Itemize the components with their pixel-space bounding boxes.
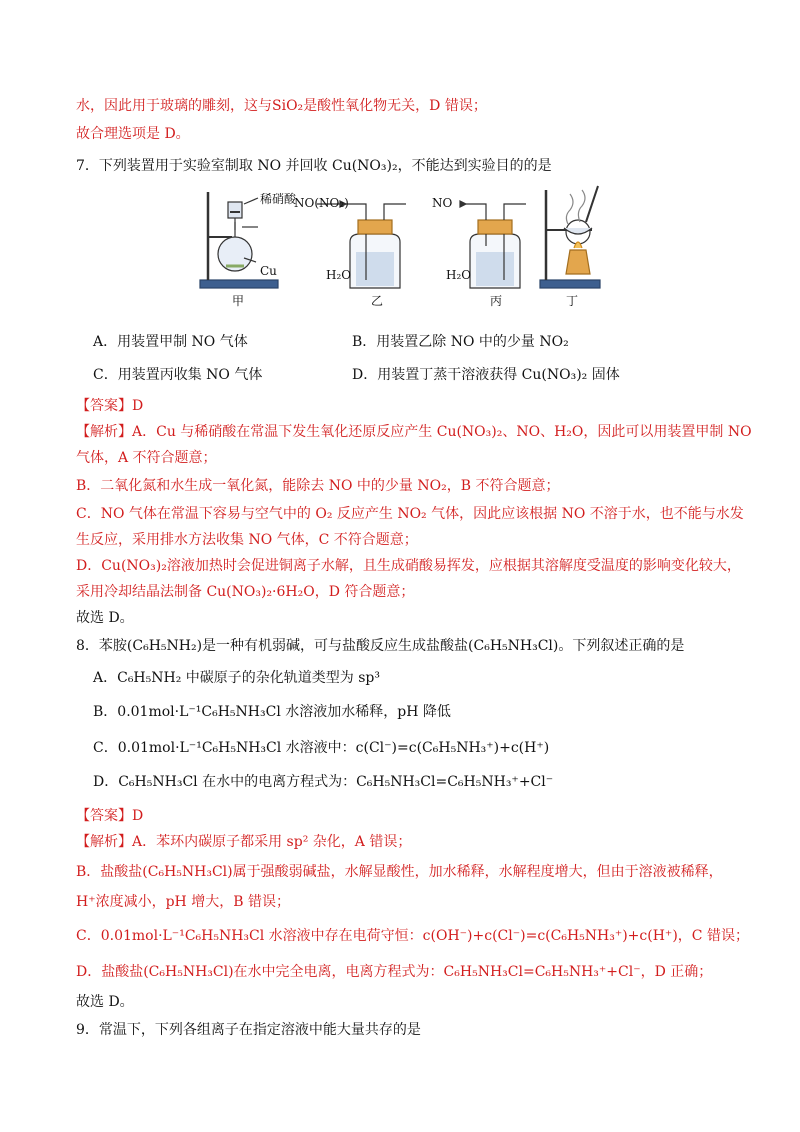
question-7-stem: 7．下列装置用于实验室制取 NO 并回收 Cu(NO₃)₂，不能达到实验目的的是	[76, 158, 552, 174]
label-ding: 丁	[566, 294, 579, 308]
q7-explanation-5: 生反应，采用排水方法收集 NO 气体，C 不符合题意；	[76, 532, 418, 548]
q7-option-c: C．用装置丙收集 NO 气体	[93, 367, 263, 383]
prev-conclusion-line: 故合理选项是 D。	[76, 126, 190, 142]
label-water-bing: H₂O	[446, 268, 472, 282]
q8-explanation-2: B．盐酸盐(C₆H₅NH₃Cl)属于强酸弱碱盐，水解显酸性，加水稀释，水解程度增大，但由于溶液被稀释，	[76, 864, 723, 880]
label-jia: 甲	[232, 294, 245, 308]
q7-explanation-6: D．Cu(NO₃)₂溶液加热时会促进铜离子水解，且生成硝酸易挥发，应根据其溶解度受温度的影响变化较大，	[76, 558, 741, 574]
q7-explanation-1: 【解析】A．Cu 与稀硝酸在常温下发生氧化还原反应产生 Cu(NO₃)₂、NO、H₂O，因此可以用装置甲制 NO	[76, 424, 752, 440]
q7-conclusion: 故选 D。	[76, 610, 134, 626]
q8-explanation-1: 【解析】A．苯环内碳原子都采用 sp² 杂化，A 错误；	[76, 834, 412, 850]
label-dilute-nitric-acid: 稀硝酸	[260, 192, 297, 206]
question-8-stem: 8．苯胺(C₆H₅NH₂)是一种有机弱碱，可与盐酸反应生成盐酸盐(C₆H₅NH₃Cl)。下列叙述正确的是	[76, 638, 685, 654]
q7-option-a: A．用装置甲制 NO 气体	[93, 334, 248, 350]
q8-conclusion: 故选 D。	[76, 994, 134, 1010]
label-water-yi: H₂O	[326, 268, 352, 282]
q7-answer: 【答案】D	[76, 398, 144, 414]
q7-explanation-2: 气体，A 不符合题意；	[76, 450, 217, 466]
q8-option-b: B．0.01mol·L⁻¹C₆H₅NH₃Cl 水溶液加水稀释，pH 降低	[93, 704, 451, 720]
label-bing: 丙	[490, 294, 503, 308]
label-no-inlet: NO	[432, 196, 453, 210]
question-9-stem: 9．常温下，下列各组离子在指定溶液中能大量共存的是	[76, 1022, 421, 1038]
apparatus-figure	[190, 182, 620, 310]
q8-answer: 【答案】D	[76, 808, 144, 824]
q7-explanation-3: B．二氧化氮和水生成一氧化氮，能除去 NO 中的少量 NO₂，B 不符合题意；	[76, 478, 560, 494]
apparatus-diagram	[190, 182, 620, 310]
q7-option-d: D．用装置丁蒸干溶液获得 Cu(NO₃)₂ 固体	[352, 367, 620, 383]
prev-explanation-line: 水，因此用于玻璃的雕刻，这与SiO₂是酸性氧化物无关，D 错误；	[76, 98, 487, 114]
q7-explanation-4: C．NO 气体在常温下容易与空气中的 O₂ 反应产生 NO₂ 气体，因此应该根据 NO 不溶于水，也不能与水发	[76, 506, 744, 522]
q8-explanation-3: H⁺浓度减小，pH 增大，B 错误；	[76, 894, 290, 910]
q7-explanation-7: 采用冷却结晶法制备 Cu(NO₃)₂·6H₂O，D 符合题意；	[76, 584, 415, 600]
label-yi: 乙	[371, 294, 384, 308]
q8-explanation-5: D．盐酸盐(C₆H₅NH₃Cl)在水中完全电离，电离方程式为：C₆H₅NH₃Cl=C₆H₅NH₃⁺+Cl⁻，D 正确；	[76, 964, 713, 980]
q7-option-b: B．用装置乙除 NO 中的少量 NO₂	[352, 334, 569, 350]
label-cu: Cu	[260, 264, 277, 278]
q8-option-a: A．C₆H₅NH₂ 中碳原子的杂化轨道类型为 sp³	[93, 670, 380, 686]
q8-option-c: C．0.01mol·L⁻¹C₆H₅NH₃Cl 水溶液中：c(Cl⁻)=c(C₆H₅NH₃⁺)+c(H⁺)	[93, 740, 550, 756]
label-no-no2-inlet: NO(NO₂)	[294, 196, 349, 210]
q8-explanation-4: C．0.01mol·L⁻¹C₆H₅NH₃Cl 水溶液中存在电荷守恒：c(OH⁻)+c(Cl⁻)=c(C₆H₅NH₃⁺)+c(H⁺)，C 错误；	[76, 928, 749, 944]
apparatus-ding	[540, 186, 600, 288]
q8-option-d: D．C₆H₅NH₃Cl 在水中的电离方程式为：C₆H₅NH₃Cl=C₆H₅NH₃⁺+Cl⁻	[93, 774, 554, 790]
